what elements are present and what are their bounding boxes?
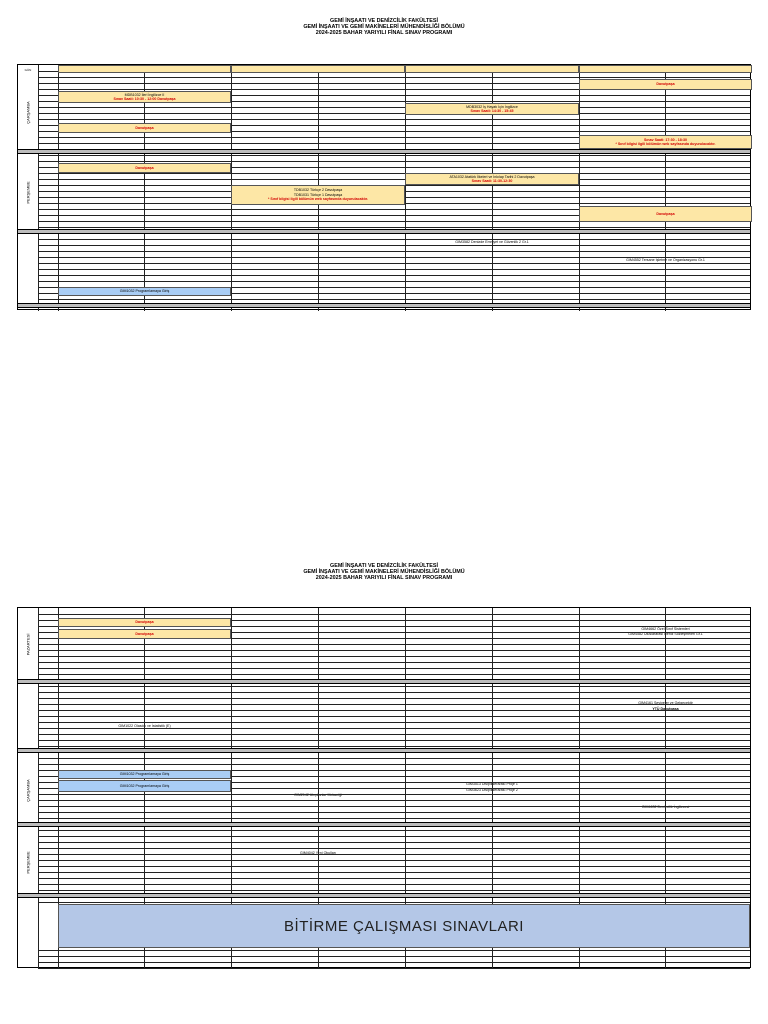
grid-row-line — [38, 107, 750, 108]
grid-row-line — [38, 281, 750, 282]
day-label-thursday: PERŞEMBE — [25, 850, 31, 874]
exam-slot-turkce: TDB1032 Türkçe 2 Davutpaşa TDB1031 Türkçe 1 Davutpaşa * Sınıf bilgisi ilgili bölümün web sayfasında duyurulacaktır. — [231, 185, 405, 205]
exam-schedule-table-1 — [17, 64, 751, 310]
grid-row-line — [38, 734, 750, 735]
grid-row-line — [38, 746, 750, 747]
header-faculty: GEMİ İNŞAATI VE DENİZCİLİK FAKÜLTESİ — [330, 563, 438, 569]
grid-row-line — [38, 890, 750, 891]
grid-row-line — [38, 239, 750, 240]
day-separator — [18, 679, 750, 684]
header-band — [405, 65, 579, 73]
grid-row-line — [38, 698, 750, 699]
header-program-title: 2024-2025 BAHAR YARIYILI FİNAL SINAV PROGRAMI — [315, 30, 453, 36]
grid-row-line — [38, 866, 750, 867]
course-ozel-sinif: GIM4662 Özel Sınıf Sistemleri — [641, 627, 690, 631]
grid-row-line — [38, 275, 750, 276]
grid-row-line — [38, 848, 750, 849]
grid-row-line — [38, 956, 750, 957]
grid-row-line — [38, 800, 750, 801]
course-location: YTÜ Davutpaşa — [652, 707, 679, 711]
grid-row-line — [38, 113, 750, 114]
header-program-title: 2024-2025 BAHAR YARIYILI FİNAL SINAV PROGRAMI — [315, 575, 453, 581]
exam-slot-is-hayati-ingilizce: MDB3032 İş Hayatı İçin İngilizce Sınav Saati: 14:30 - 15:45 — [405, 103, 579, 115]
course-yeni-okullari: GIM4042 Yeni Okulları — [300, 851, 336, 855]
grid-row-line — [38, 650, 750, 651]
day-column-header: GÜN — [24, 67, 32, 72]
grid-row-line — [38, 299, 750, 300]
grid-row-line — [38, 704, 750, 705]
day-label-wednesday: ÇARŞAMBA — [25, 778, 31, 802]
grid-row-line — [38, 806, 750, 807]
grid-row-line — [38, 962, 750, 963]
header-band — [58, 65, 231, 73]
grid-row-line — [38, 674, 750, 675]
course-denizde-emniyet: GIM3582 Denizde Emniyet ve Güvenlik 2 Gr.1 — [455, 240, 529, 244]
grid-row-line — [38, 716, 750, 717]
grid-row-line — [38, 656, 750, 657]
course-olasilik: GIM1022 Olasılık ve İstatistik (E) — [118, 724, 171, 728]
grid-row-line — [38, 794, 750, 795]
grid-row-line — [38, 758, 750, 759]
grid-row-line — [38, 614, 750, 615]
day-separator — [18, 893, 750, 898]
grid-row-line — [38, 740, 750, 741]
grid-row-line — [38, 155, 750, 156]
grid-row-line — [38, 668, 750, 669]
day-label-monday: PAZARTESİ — [25, 633, 31, 655]
grid-row-line — [38, 686, 750, 687]
day-separator — [18, 229, 750, 234]
grid-row-line — [38, 968, 750, 969]
exam-schedule-table-2 — [17, 607, 751, 968]
course-disiplinlerarasi-2: GIM3623 Disiplinlerarası Proje 2 — [466, 788, 518, 792]
exam-slot-programlama: GIM1032 Programlamaya Giriş — [58, 780, 231, 792]
header-department: GEMİ İNŞAATI VE GEMİ MAKİNELERİ MÜHENDİSLİĞİ BÖLÜMÜ — [303, 24, 465, 30]
day-separator — [18, 748, 750, 753]
grid-row-line — [38, 764, 750, 765]
exam-slot-davutpasa: Davutpaşa — [58, 123, 231, 133]
grid-row-line — [38, 854, 750, 855]
day-separator — [18, 149, 750, 154]
grid-row-line — [38, 710, 750, 711]
exam-slot-evening: Sınav Saati: 17:30 - 18:30 * Sınıf bilgisi ilgili bölümün web sayfasında duyurulacaktır. — [579, 135, 752, 149]
day-label-thursday: PERŞEMBE — [25, 180, 31, 204]
exam-slot-programlama: GIM1032 Programlamaya Giriş — [58, 770, 231, 779]
grid-row-line — [38, 161, 750, 162]
grid-row-line — [38, 77, 750, 78]
grid-row-line — [38, 722, 750, 723]
course-denizcilik-ingilizcesi: GIM4632 Denizcilik İngilizcesi — [641, 805, 690, 809]
grid-row-line — [38, 263, 750, 264]
exam-slot-ileri-ingilizce: MDB1032 İleri İngilizce II Sınav Saati: 10:30 - 12:00 Davutpaşa — [58, 91, 231, 103]
course-seviyeler: GIM4161 Seviyeler ve Gelgecektir — [638, 701, 693, 705]
grid-row-line — [38, 872, 750, 873]
grid-row-line — [38, 662, 750, 663]
grid-row-line — [38, 836, 750, 837]
exam-slot-friday-davutpasa: Davutpaşa — [579, 79, 752, 90]
grid-row-line — [38, 644, 750, 645]
grid-row-line — [38, 728, 750, 729]
grid-row-line — [38, 227, 750, 228]
exam-slot-ataturk-ilkeleri: ATA1032 Atatürk İlkeleri ve İnkılap Tarihi 2 Davutpaşa Sınav Saati: 11:30-12:30 — [405, 173, 579, 185]
grid-row-line — [38, 812, 750, 813]
header-department: GEMİ İNŞAATI VE GEMİ MAKİNELERİ MÜHENDİSLİĞİ BÖLÜMÜ — [303, 569, 465, 575]
header-faculty: GEMİ İNŞAATI VE DENİZCİLİK FAKÜLTESİ — [330, 18, 438, 24]
day-label-wednesday: ÇARŞAMBA — [25, 100, 31, 124]
exam-slot-davutpasa: Davutpaşa — [58, 618, 231, 627]
header-band — [579, 65, 752, 73]
grid-row-line — [38, 902, 750, 903]
grid-row-line — [38, 173, 750, 174]
grid-row-line — [38, 269, 750, 270]
grid-row-line — [38, 878, 750, 879]
course-disiplinlerarasi-1: GIM3513 Disiplinlerarası Proje 1 — [466, 782, 518, 786]
course-tersane-isletme: GIM4552 Tersane İşletme ve Organizasyonu Gr.1 — [626, 258, 705, 262]
day-separator — [18, 822, 750, 827]
grid-row-line — [38, 842, 750, 843]
grid-row-line — [38, 884, 750, 885]
exam-slot-davutpasa: Davutpaşa — [579, 206, 752, 222]
grid-row-line — [38, 950, 750, 951]
grid-row-line — [38, 179, 750, 180]
day-separator — [18, 303, 750, 308]
grid-row-line — [38, 119, 750, 120]
grid-row-line — [38, 692, 750, 693]
grid-row-line — [38, 245, 750, 246]
exam-slot-davutpasa: Davutpaşa — [58, 163, 231, 173]
grid-row-line — [38, 860, 750, 861]
course-uluslararasi-deniz: GIM4582 Uluslararası Deniz Sözleşmeleri Gr.1 — [628, 632, 703, 636]
grid-row-line — [38, 251, 750, 252]
exam-slot-davutpasa: Davutpaşa — [58, 629, 231, 639]
course-akiskanlar: GIM2142 Akışkanlar Mekaniği — [294, 793, 342, 797]
grid-row-line — [38, 830, 750, 831]
grid-row-line — [38, 818, 750, 819]
bitirme-banner: BİTİRME ÇALIŞMASI SINAVLARI — [58, 904, 750, 948]
exam-slot-programlama: GIM1032 Programlamaya Giriş — [58, 287, 231, 296]
header-band — [231, 65, 405, 73]
grid-row-line — [38, 257, 750, 258]
